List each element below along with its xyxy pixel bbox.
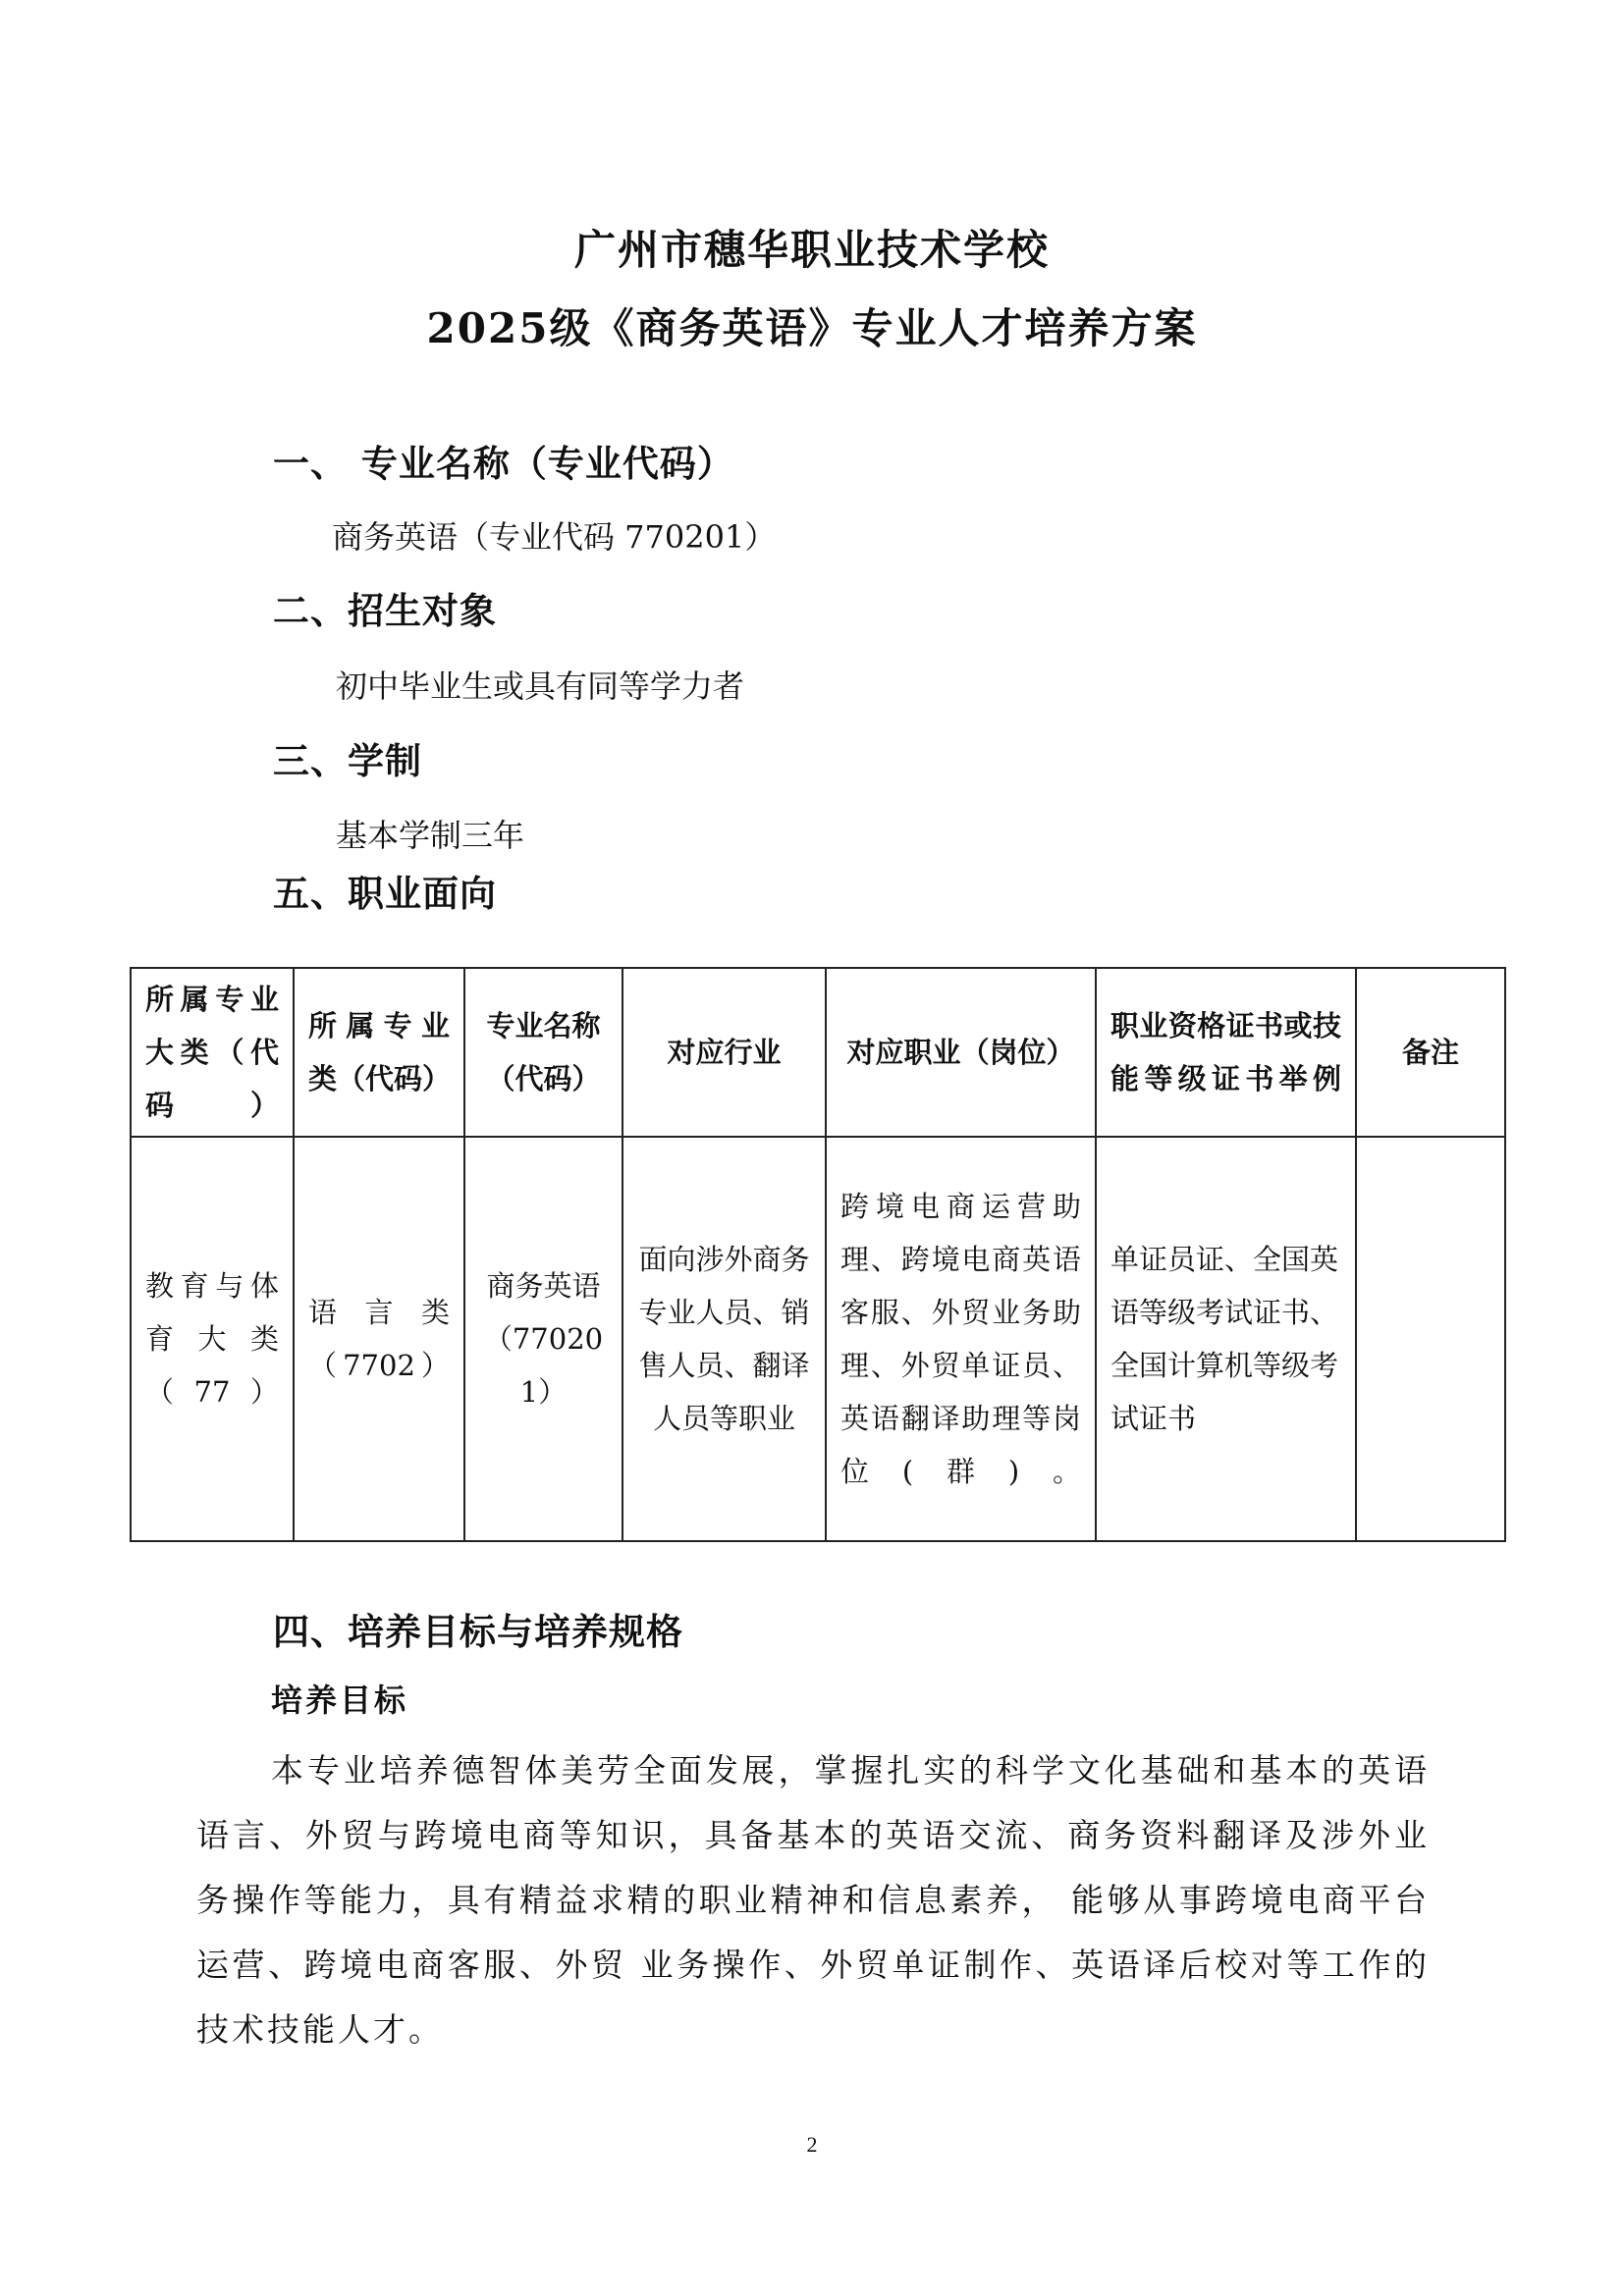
- section-3-body: 基本学制三年: [336, 817, 525, 854]
- section-4-heading: 四、培养目标与培养规格: [273, 1610, 683, 1653]
- table-row: [131, 1137, 1505, 1541]
- cell-certificates: 单证员证、全国英语等级考试证书、全国计算机等级考试证书: [1096, 1137, 1356, 1541]
- cell-remarks: [1356, 1137, 1505, 1541]
- table-header-row: [131, 968, 1505, 1137]
- document-title: 广州市穗华职业技术学校: [573, 226, 1050, 274]
- header-certificates: 职业资格证书或技能等级证书举例: [1096, 968, 1356, 1137]
- cell-major-name: 商务英语（770201）: [464, 1137, 623, 1541]
- header-major-category: 所属专业大类（代码）: [131, 968, 294, 1137]
- header-industry: 对应行业: [623, 968, 826, 1137]
- header-occupation: 对应职业（岗位）: [826, 968, 1096, 1137]
- career-orientation-table: [130, 967, 1506, 1542]
- section-1-body: 商务英语（专业代码 770201）: [332, 518, 777, 556]
- section-2-body: 初中毕业生或具有同等学力者: [336, 667, 745, 705]
- header-major-name: 专业名称（代码）: [464, 968, 623, 1137]
- page-number: 2: [806, 2132, 818, 2157]
- cell-industry: 面向涉外商务专业人员、销售人员、翻译人员等职业: [623, 1137, 826, 1541]
- header-major-class: 所属专业类（代码）: [294, 968, 464, 1137]
- section-1-heading: 一、 专业名称（专业代码）: [273, 442, 734, 485]
- section-3-heading: 三、学制: [273, 739, 422, 782]
- cell-major-class: 语言类（7702）: [294, 1137, 464, 1541]
- training-goal-subheading: 培养目标: [271, 1682, 409, 1719]
- section-2-heading: 二、招生对象: [273, 589, 497, 632]
- section-5-heading: 五、职业面向: [273, 872, 497, 915]
- cell-occupation: 跨境电商运营助理、跨境电商英语客服、外贸业务助理、外贸单证员、英语翻译助理等岗位(群)。: [826, 1137, 1096, 1541]
- header-remarks: 备注: [1356, 968, 1505, 1137]
- cell-major-category: 教育与体育大类（77）: [131, 1137, 294, 1541]
- training-goal-paragraph: 本专业培养德智体美劳全面发展，掌握扎实的科学文化基础和基本的英语语言、外贸与跨境电商等知识，具备基本的英语交流、商务资料翻译及涉外业务操作等能力，具有精益求精的职业精神和信息素养， 能够从事跨境电商平台运营、跨境电商客服、外贸 业务操作、外贸单证制作、英语译后校对等工作的技术技能人才。: [196, 1751, 1430, 2049]
- document-subtitle: 2025级《商务英语》专业人才培养方案: [426, 304, 1198, 352]
